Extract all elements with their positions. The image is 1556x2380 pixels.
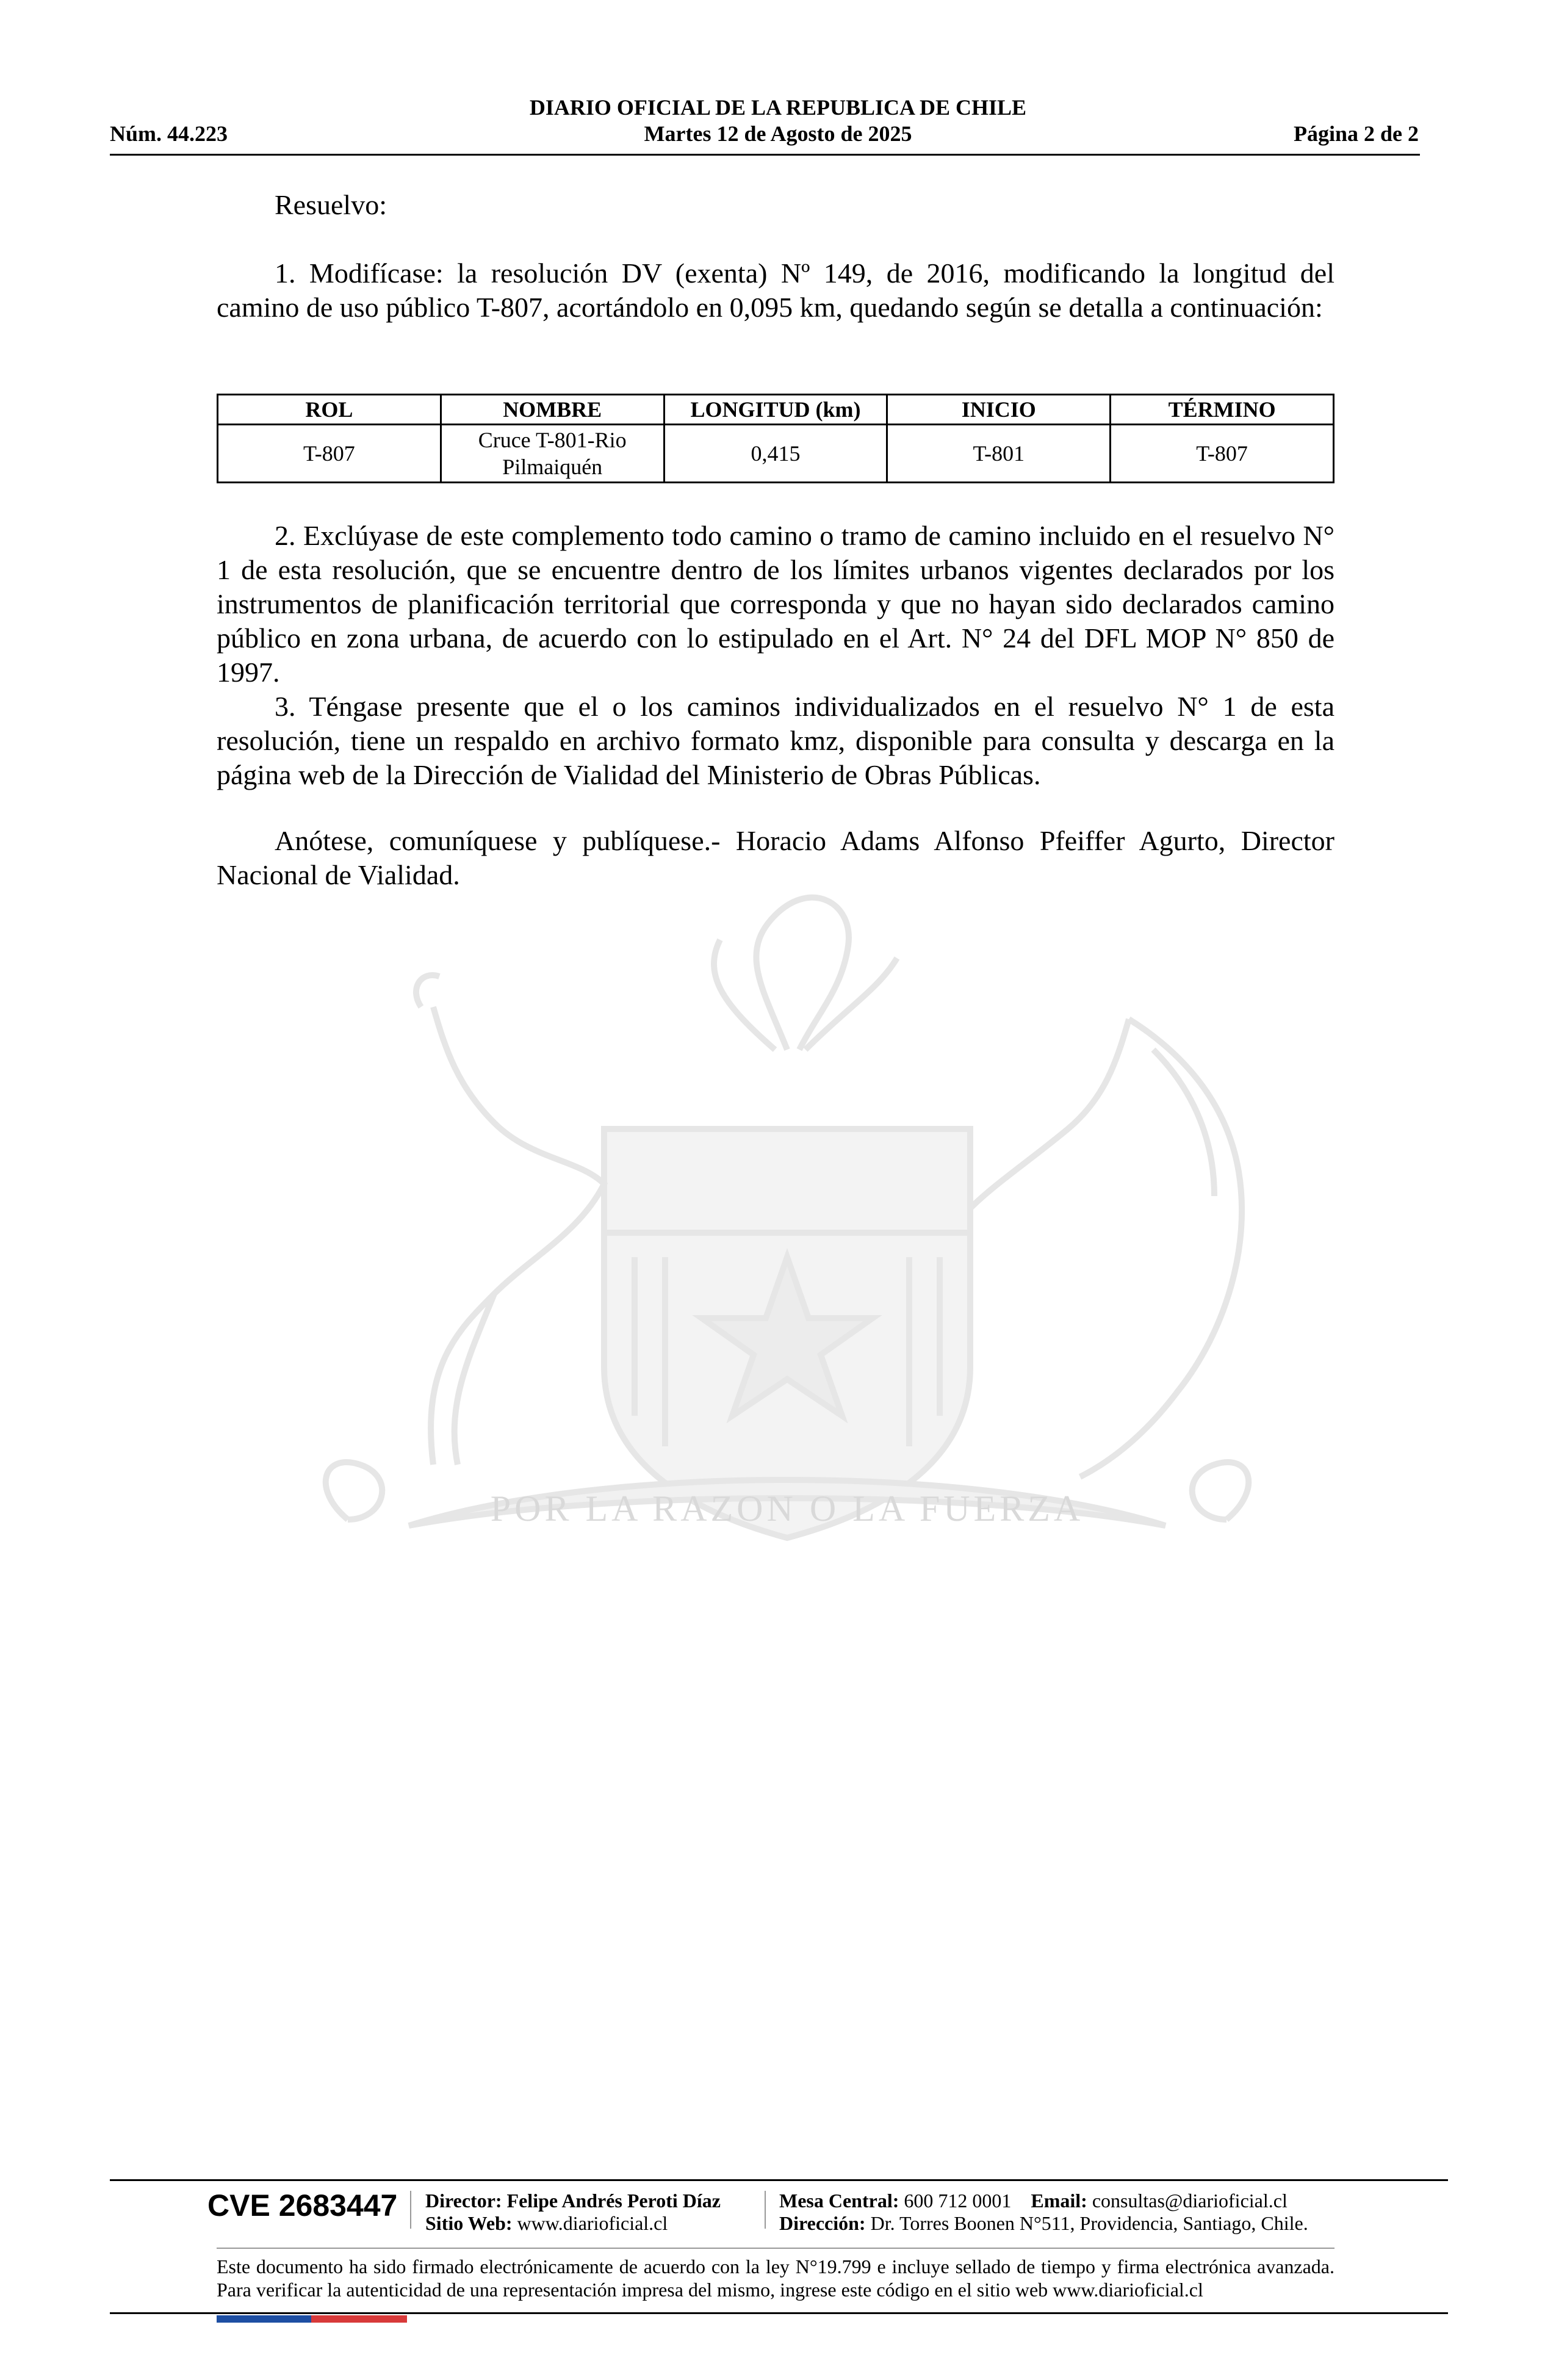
cve-code: CVE 2683447 — [207, 2188, 398, 2223]
newspaper-title: DIARIO OFICIAL DE LA REPUBLICA DE CHILE — [529, 95, 1027, 120]
issue-number: Núm. 44.223 — [110, 121, 228, 146]
column-header-rol: ROL — [218, 395, 441, 425]
resolution-item-3: 3. Téngase presente que el o los caminos individualizados en el resuelvo N° 1 de esta resolución, tiene un respaldo en archivo formato kmz, disponible para consulta y descarga en la página web de la Dirección de Vialidad del Ministerio de Obras Públicas. — [217, 691, 1334, 790]
cell-longitud: 0,415 — [664, 425, 887, 483]
issue-date: Martes 12 de Agosto de 2025 — [644, 121, 912, 146]
watermark-motto: POR LA RAZON O LA FUERZA — [490, 1488, 1084, 1529]
column-header-longitud: LONGITUD (km) — [664, 395, 887, 425]
coat-of-arms-watermark — [238, 867, 1336, 1660]
column-header-termino: TÉRMINO — [1111, 395, 1334, 425]
cell-rol: T-807 — [218, 425, 441, 483]
resolution-item-1: 1. Modifícase: la resolución DV (exenta) Nº 149, de 2016, modificando la longitud del camino de uso público T-807, acortándolo en 0,095 km, quedando según se detalla a continuación: — [217, 258, 1334, 323]
flag-stripe-red — [311, 2315, 407, 2323]
road-table — [217, 394, 1334, 483]
column-header-nombre: NOMBRE — [441, 395, 664, 425]
footer-separator — [410, 2191, 411, 2229]
table-header-row — [218, 395, 1334, 425]
cell-inicio: T-801 — [887, 425, 1111, 483]
footer-divider-top — [110, 2179, 1448, 2181]
closing-statement: Anótese, comuníquese y publíquese.- Horacio Adams Alfonso Pfeiffer Agurto, Director Nacional de Vialidad. — [217, 825, 1334, 890]
cell-termino: T-807 — [1111, 425, 1334, 483]
resolution-item-2: 2. Exclúyase de este complemento todo camino o tramo de camino incluido en el resuelvo N° 1 de esta resolución, que se encuentre dentro de los límites urbanos vigentes declarados por los instrumentos de planificación territorial que corresponda y que no hayan sido declarados camino público en zona urbana, de acuerdo con lo estipulado en el Art. N° 24 del DFL MOP N° 850 de 1997. — [217, 520, 1334, 688]
column-header-inicio: INICIO — [887, 395, 1111, 425]
page-indicator: Página 2 de 2 — [1293, 121, 1419, 146]
table-row — [218, 425, 1334, 483]
footer-separator — [765, 2191, 766, 2229]
cell-nombre: Cruce T-801-Rio Pilmaiquén — [441, 425, 664, 483]
director-line: Director: Felipe Andrés Peroti Díaz — [425, 2190, 721, 2212]
header-divider — [110, 154, 1420, 156]
resuelvo-heading: Resuelvo: — [275, 189, 387, 220]
address-line: Dirección: Dr. Torres Boonen N°511, Providencia, Santiago, Chile. — [779, 2212, 1308, 2234]
website-link[interactable]: www.diarioficial.cl — [517, 2212, 668, 2234]
website-line: Sitio Web: www.diarioficial.cl — [425, 2212, 668, 2234]
legal-notice: Este documento ha sido firmado electrónicamente de acuerdo con la ley N°19.799 e incluye sellado de tiempo y firma electrónica avanzada. Para verificar la autenticidad de una representación impresa del mismo, ingrese este código en el sitio web www.diarioficial.cl — [217, 2256, 1334, 2301]
contact-line: Mesa Central: 600 712 0001 Email: consultas@diarioficial.cl — [779, 2190, 1288, 2212]
email-link[interactable]: consultas@diarioficial.cl — [1092, 2190, 1288, 2212]
flag-stripe-blue — [217, 2315, 311, 2323]
footer-divider-mid — [217, 2248, 1334, 2249]
footer-divider-bottom — [110, 2312, 1448, 2314]
